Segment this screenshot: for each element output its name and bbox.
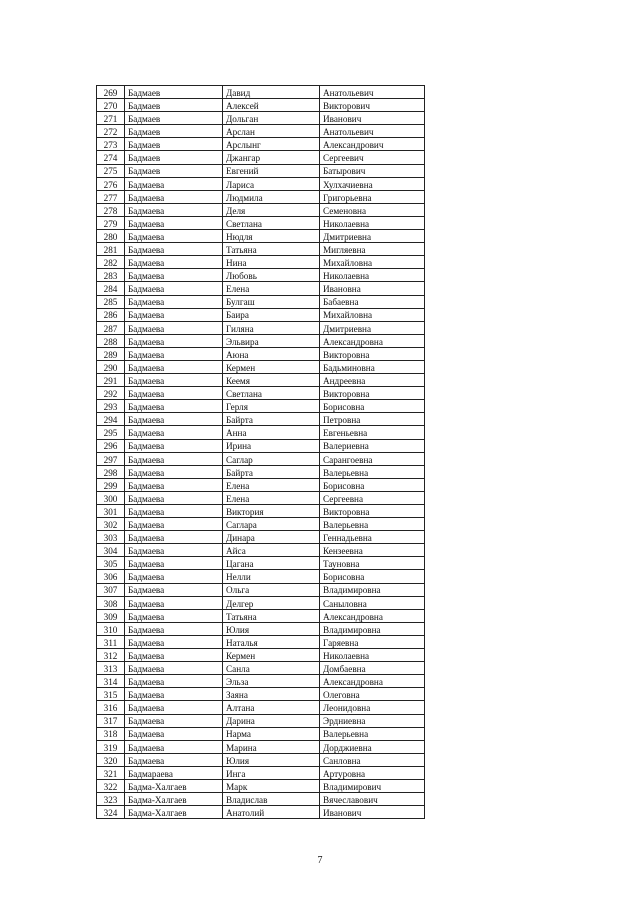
row-number-cell: 316 (97, 701, 125, 714)
patronymic-cell: Александрович (320, 138, 425, 151)
given-name-cell: Дарина (223, 714, 320, 727)
row-number-cell: 293 (97, 400, 125, 413)
given-name-cell: Марк (223, 779, 320, 792)
table-row (97, 426, 425, 439)
patronymic-cell: Саныловна (320, 596, 425, 609)
given-name-cell: Эльза (223, 675, 320, 688)
surname-cell: Бадма-Халгаев (125, 779, 223, 792)
table-row (97, 216, 425, 229)
surname-cell: Бадмаева (125, 426, 223, 439)
given-name-cell: Саглара (223, 518, 320, 531)
given-name-cell: Евгений (223, 164, 320, 177)
given-name-cell: Елена (223, 491, 320, 504)
given-name-cell: Татьяна (223, 609, 320, 622)
patronymic-cell: Михайловна (320, 256, 425, 269)
patronymic-cell: Сарангоевна (320, 452, 425, 465)
surname-cell: Бадмаева (125, 360, 223, 373)
given-name-cell: Светлана (223, 216, 320, 229)
given-name-cell: Алексей (223, 99, 320, 112)
patronymic-cell: Артуровна (320, 766, 425, 779)
surname-cell: Бадмаева (125, 688, 223, 701)
patronymic-cell: Валерьевна (320, 518, 425, 531)
given-name-cell: Юлия (223, 753, 320, 766)
surname-cell: Бадмараева (125, 766, 223, 779)
table-row (97, 622, 425, 635)
surname-cell: Бадмаева (125, 387, 223, 400)
table-row (97, 439, 425, 452)
surname-cell: Бадмаева (125, 243, 223, 256)
table-row (97, 387, 425, 400)
given-name-cell: Нина (223, 256, 320, 269)
row-number-cell: 271 (97, 112, 125, 125)
row-number-cell: 314 (97, 675, 125, 688)
patronymic-cell: Батырович (320, 164, 425, 177)
given-name-cell: Инга (223, 766, 320, 779)
surname-cell: Бадмаева (125, 531, 223, 544)
surname-cell: Бадмаева (125, 347, 223, 360)
patronymic-cell: Валерьевна (320, 465, 425, 478)
surname-cell: Бадмаева (125, 570, 223, 583)
surname-cell: Бадма-Халгаев (125, 793, 223, 806)
patronymic-cell: Валерьевна (320, 727, 425, 740)
table-row (97, 112, 425, 125)
surname-cell: Бадмаев (125, 151, 223, 164)
given-name-cell: Баира (223, 308, 320, 321)
row-number-cell: 282 (97, 256, 125, 269)
row-number-cell: 295 (97, 426, 125, 439)
table-row (97, 727, 425, 740)
row-number-cell: 302 (97, 518, 125, 531)
patronymic-cell: Борисовна (320, 400, 425, 413)
row-number-cell: 274 (97, 151, 125, 164)
table-row (97, 793, 425, 806)
row-number-cell: 290 (97, 360, 125, 373)
table-row (97, 491, 425, 504)
table-row (97, 701, 425, 714)
row-number-cell: 305 (97, 557, 125, 570)
surname-cell: Бадмаев (125, 86, 223, 99)
table-row (97, 557, 425, 570)
given-name-cell: Марина (223, 740, 320, 753)
surname-cell: Бадмаева (125, 439, 223, 452)
surname-cell: Бадмаева (125, 295, 223, 308)
row-number-cell: 284 (97, 282, 125, 295)
surname-cell: Бадмаев (125, 99, 223, 112)
table-row (97, 177, 425, 190)
row-number-cell: 298 (97, 465, 125, 478)
row-number-cell: 276 (97, 177, 125, 190)
given-name-cell: Джангар (223, 151, 320, 164)
page-number: 7 (317, 855, 323, 866)
row-number-cell: 287 (97, 321, 125, 334)
table-row (97, 230, 425, 243)
surname-cell: Бадмаев (125, 125, 223, 138)
surname-cell: Бадмаева (125, 269, 223, 282)
patronymic-cell: Владимирович (320, 779, 425, 792)
patronymic-cell: Дмитриевна (320, 230, 425, 243)
row-number-cell: 281 (97, 243, 125, 256)
table-row (97, 256, 425, 269)
patronymic-cell: Николаевна (320, 269, 425, 282)
row-number-cell: 313 (97, 662, 125, 675)
given-name-cell: Виктория (223, 505, 320, 518)
patronymic-cell: Домбаевна (320, 662, 425, 675)
surname-cell: Бадмаева (125, 230, 223, 243)
table-row (97, 374, 425, 387)
surname-cell: Бадмаева (125, 701, 223, 714)
row-number-cell: 307 (97, 583, 125, 596)
given-name-cell: Дольган (223, 112, 320, 125)
table-row (97, 334, 425, 347)
given-name-cell: Арслынг (223, 138, 320, 151)
given-name-cell: Динара (223, 531, 320, 544)
given-name-cell: Кермен (223, 649, 320, 662)
surname-cell: Бадмаева (125, 505, 223, 518)
table-row (97, 518, 425, 531)
patronymic-cell: Кензеевна (320, 544, 425, 557)
row-number-cell: 289 (97, 347, 125, 360)
patronymic-cell: Владимировна (320, 583, 425, 596)
row-number-cell: 273 (97, 138, 125, 151)
surname-cell: Бадмаева (125, 557, 223, 570)
surname-cell: Бадмаев (125, 164, 223, 177)
row-number-cell: 280 (97, 230, 125, 243)
surname-cell: Бадмаева (125, 740, 223, 753)
table-row (97, 688, 425, 701)
patronymic-cell: Викторовна (320, 387, 425, 400)
patronymic-cell: Анатольевич (320, 86, 425, 99)
given-name-cell: Нелли (223, 570, 320, 583)
patronymic-cell: Хулхачиевна (320, 177, 425, 190)
patronymic-cell: Николаевна (320, 216, 425, 229)
given-name-cell: Цагана (223, 557, 320, 570)
table-row (97, 308, 425, 321)
table-row (97, 714, 425, 727)
table-row (97, 740, 425, 753)
table-row (97, 151, 425, 164)
surname-cell: Бадмаева (125, 544, 223, 557)
patronymic-cell: Мигляевна (320, 243, 425, 256)
patronymic-cell: Дорджиевна (320, 740, 425, 753)
patronymic-cell: Валериевна (320, 439, 425, 452)
patronymic-cell: Леонидовна (320, 701, 425, 714)
patronymic-cell: Борисовна (320, 570, 425, 583)
given-name-cell: Деля (223, 203, 320, 216)
surname-cell: Бадмаева (125, 203, 223, 216)
table-row (97, 99, 425, 112)
patronymic-cell: Александровна (320, 675, 425, 688)
given-name-cell: Эльвира (223, 334, 320, 347)
row-number-cell: 308 (97, 596, 125, 609)
given-name-cell: Кеемя (223, 374, 320, 387)
given-name-cell: Анна (223, 426, 320, 439)
given-name-cell: Булгаш (223, 295, 320, 308)
patronymic-cell: Александровна (320, 609, 425, 622)
surname-cell: Бадмаева (125, 465, 223, 478)
surname-cell: Бадмаева (125, 334, 223, 347)
patronymic-cell: Семеновна (320, 203, 425, 216)
surname-cell: Бадмаева (125, 649, 223, 662)
table-row (97, 164, 425, 177)
given-name-cell: Людмила (223, 190, 320, 203)
patronymic-cell: Ивановна (320, 282, 425, 295)
given-name-cell: Наталья (223, 635, 320, 648)
given-name-cell: Санла (223, 662, 320, 675)
row-number-cell: 283 (97, 269, 125, 282)
table-row (97, 465, 425, 478)
patronymic-cell: Бабаевна (320, 295, 425, 308)
patronymic-cell: Александровна (320, 334, 425, 347)
row-number-cell: 310 (97, 622, 125, 635)
patronymic-cell: Борисовна (320, 478, 425, 491)
row-number-cell: 318 (97, 727, 125, 740)
patronymic-cell: Анатольевич (320, 125, 425, 138)
surname-cell: Бадмаева (125, 753, 223, 766)
row-number-cell: 288 (97, 334, 125, 347)
row-number-cell: 270 (97, 99, 125, 112)
table-row (97, 766, 425, 779)
surname-cell: Бадмаева (125, 321, 223, 334)
surname-cell: Бадмаева (125, 478, 223, 491)
row-number-cell: 272 (97, 125, 125, 138)
table-row (97, 190, 425, 203)
surname-cell: Бадмаева (125, 400, 223, 413)
table-row (97, 347, 425, 360)
given-name-cell: Елена (223, 282, 320, 295)
row-number-cell: 299 (97, 478, 125, 491)
table-row (97, 596, 425, 609)
row-number-cell: 301 (97, 505, 125, 518)
surname-cell: Бадмаева (125, 662, 223, 675)
table-row (97, 583, 425, 596)
given-name-cell: Давид (223, 86, 320, 99)
table-row (97, 269, 425, 282)
row-number-cell: 306 (97, 570, 125, 583)
row-number-cell: 291 (97, 374, 125, 387)
surname-cell: Бадмаева (125, 308, 223, 321)
names-table (96, 85, 425, 819)
table-row (97, 86, 425, 99)
patronymic-cell: Эрдниевна (320, 714, 425, 727)
surname-cell: Бадмаева (125, 190, 223, 203)
surname-cell: Бадмаева (125, 177, 223, 190)
table-row (97, 779, 425, 792)
table-row (97, 295, 425, 308)
given-name-cell: Ольга (223, 583, 320, 596)
patronymic-cell: Сергеевна (320, 491, 425, 504)
surname-cell: Бадмаева (125, 622, 223, 635)
patronymic-cell: Дмитриевна (320, 321, 425, 334)
row-number-cell: 296 (97, 439, 125, 452)
table-row (97, 400, 425, 413)
row-number-cell: 311 (97, 635, 125, 648)
surname-cell: Бадмаева (125, 727, 223, 740)
table-row (97, 478, 425, 491)
table-row (97, 138, 425, 151)
row-number-cell: 300 (97, 491, 125, 504)
given-name-cell: Анатолий (223, 806, 320, 819)
row-number-cell: 320 (97, 753, 125, 766)
surname-cell: Бадмаева (125, 609, 223, 622)
patronymic-cell: Иванович (320, 112, 425, 125)
table-row (97, 360, 425, 373)
patronymic-cell: Иванович (320, 806, 425, 819)
table-row (97, 609, 425, 622)
row-number-cell: 312 (97, 649, 125, 662)
given-name-cell: Гиляна (223, 321, 320, 334)
row-number-cell: 277 (97, 190, 125, 203)
patronymic-cell: Сергеевич (320, 151, 425, 164)
given-name-cell: Алтана (223, 701, 320, 714)
patronymic-cell: Тауновна (320, 557, 425, 570)
given-name-cell: Нюдля (223, 230, 320, 243)
given-name-cell: Нарма (223, 727, 320, 740)
row-number-cell: 292 (97, 387, 125, 400)
row-number-cell: 294 (97, 413, 125, 426)
given-name-cell: Светлана (223, 387, 320, 400)
patronymic-cell: Николаевна (320, 649, 425, 662)
row-number-cell: 323 (97, 793, 125, 806)
table-row (97, 649, 425, 662)
row-number-cell: 317 (97, 714, 125, 727)
patronymic-cell: Викторовна (320, 347, 425, 360)
given-name-cell: Юлия (223, 622, 320, 635)
surname-cell: Бадмаева (125, 583, 223, 596)
surname-cell: Бадма-Халгаев (125, 806, 223, 819)
table-row (97, 662, 425, 675)
table-row (97, 531, 425, 544)
given-name-cell: Байрта (223, 465, 320, 478)
table-row (97, 321, 425, 334)
patronymic-cell: Григорьевна (320, 190, 425, 203)
table-row (97, 282, 425, 295)
patronymic-cell: Вячеславович (320, 793, 425, 806)
given-name-cell: Ирина (223, 439, 320, 452)
patronymic-cell: Гаряевна (320, 635, 425, 648)
table-row (97, 635, 425, 648)
row-number-cell: 275 (97, 164, 125, 177)
row-number-cell: 319 (97, 740, 125, 753)
patronymic-cell: Санловна (320, 753, 425, 766)
row-number-cell: 315 (97, 688, 125, 701)
surname-cell: Бадмаева (125, 452, 223, 465)
given-name-cell: Татьяна (223, 243, 320, 256)
surname-cell: Бадмаева (125, 256, 223, 269)
patronymic-cell: Владимировна (320, 622, 425, 635)
table-row (97, 544, 425, 557)
row-number-cell: 278 (97, 203, 125, 216)
patronymic-cell: Викторович (320, 99, 425, 112)
table-row (97, 806, 425, 819)
table-row (97, 452, 425, 465)
table-row (97, 243, 425, 256)
table-row (97, 203, 425, 216)
surname-cell: Бадмаева (125, 282, 223, 295)
row-number-cell: 309 (97, 609, 125, 622)
patronymic-cell: Олеговна (320, 688, 425, 701)
row-number-cell: 279 (97, 216, 125, 229)
given-name-cell: Айса (223, 544, 320, 557)
given-name-cell: Арслан (223, 125, 320, 138)
table-row (97, 753, 425, 766)
row-number-cell: 297 (97, 452, 125, 465)
given-name-cell: Делгер (223, 596, 320, 609)
surname-cell: Бадмаева (125, 635, 223, 648)
patronymic-cell: Евгеньевна (320, 426, 425, 439)
patronymic-cell: Петровна (320, 413, 425, 426)
surname-cell: Бадмаева (125, 216, 223, 229)
table-row (97, 675, 425, 688)
surname-cell: Бадмаева (125, 413, 223, 426)
row-number-cell: 285 (97, 295, 125, 308)
names-table-body (97, 86, 425, 819)
surname-cell: Бадмаева (125, 374, 223, 387)
patronymic-cell: Геннадьевна (320, 531, 425, 544)
surname-cell: Бадмаева (125, 518, 223, 531)
given-name-cell: Лариса (223, 177, 320, 190)
given-name-cell: Елена (223, 478, 320, 491)
row-number-cell: 286 (97, 308, 125, 321)
patronymic-cell: Андреевна (320, 374, 425, 387)
given-name-cell: Саглар (223, 452, 320, 465)
surname-cell: Бадмаева (125, 596, 223, 609)
patronymic-cell: Михайловна (320, 308, 425, 321)
surname-cell: Бадмаева (125, 675, 223, 688)
given-name-cell: Кермен (223, 360, 320, 373)
given-name-cell: Любовь (223, 269, 320, 282)
row-number-cell: 324 (97, 806, 125, 819)
patronymic-cell: Бадьминовна (320, 360, 425, 373)
given-name-cell: Герля (223, 400, 320, 413)
patronymic-cell: Викторовна (320, 505, 425, 518)
row-number-cell: 303 (97, 531, 125, 544)
surname-cell: Бадмаев (125, 112, 223, 125)
table-row (97, 125, 425, 138)
given-name-cell: Аюна (223, 347, 320, 360)
row-number-cell: 321 (97, 766, 125, 779)
surname-cell: Бадмаев (125, 138, 223, 151)
surname-cell: Бадмаева (125, 491, 223, 504)
row-number-cell: 304 (97, 544, 125, 557)
row-number-cell: 322 (97, 779, 125, 792)
given-name-cell: Заяна (223, 688, 320, 701)
given-name-cell: Байрта (223, 413, 320, 426)
given-name-cell: Владислав (223, 793, 320, 806)
table-row (97, 570, 425, 583)
table-row (97, 413, 425, 426)
table-row (97, 505, 425, 518)
surname-cell: Бадмаева (125, 714, 223, 727)
row-number-cell: 269 (97, 86, 125, 99)
